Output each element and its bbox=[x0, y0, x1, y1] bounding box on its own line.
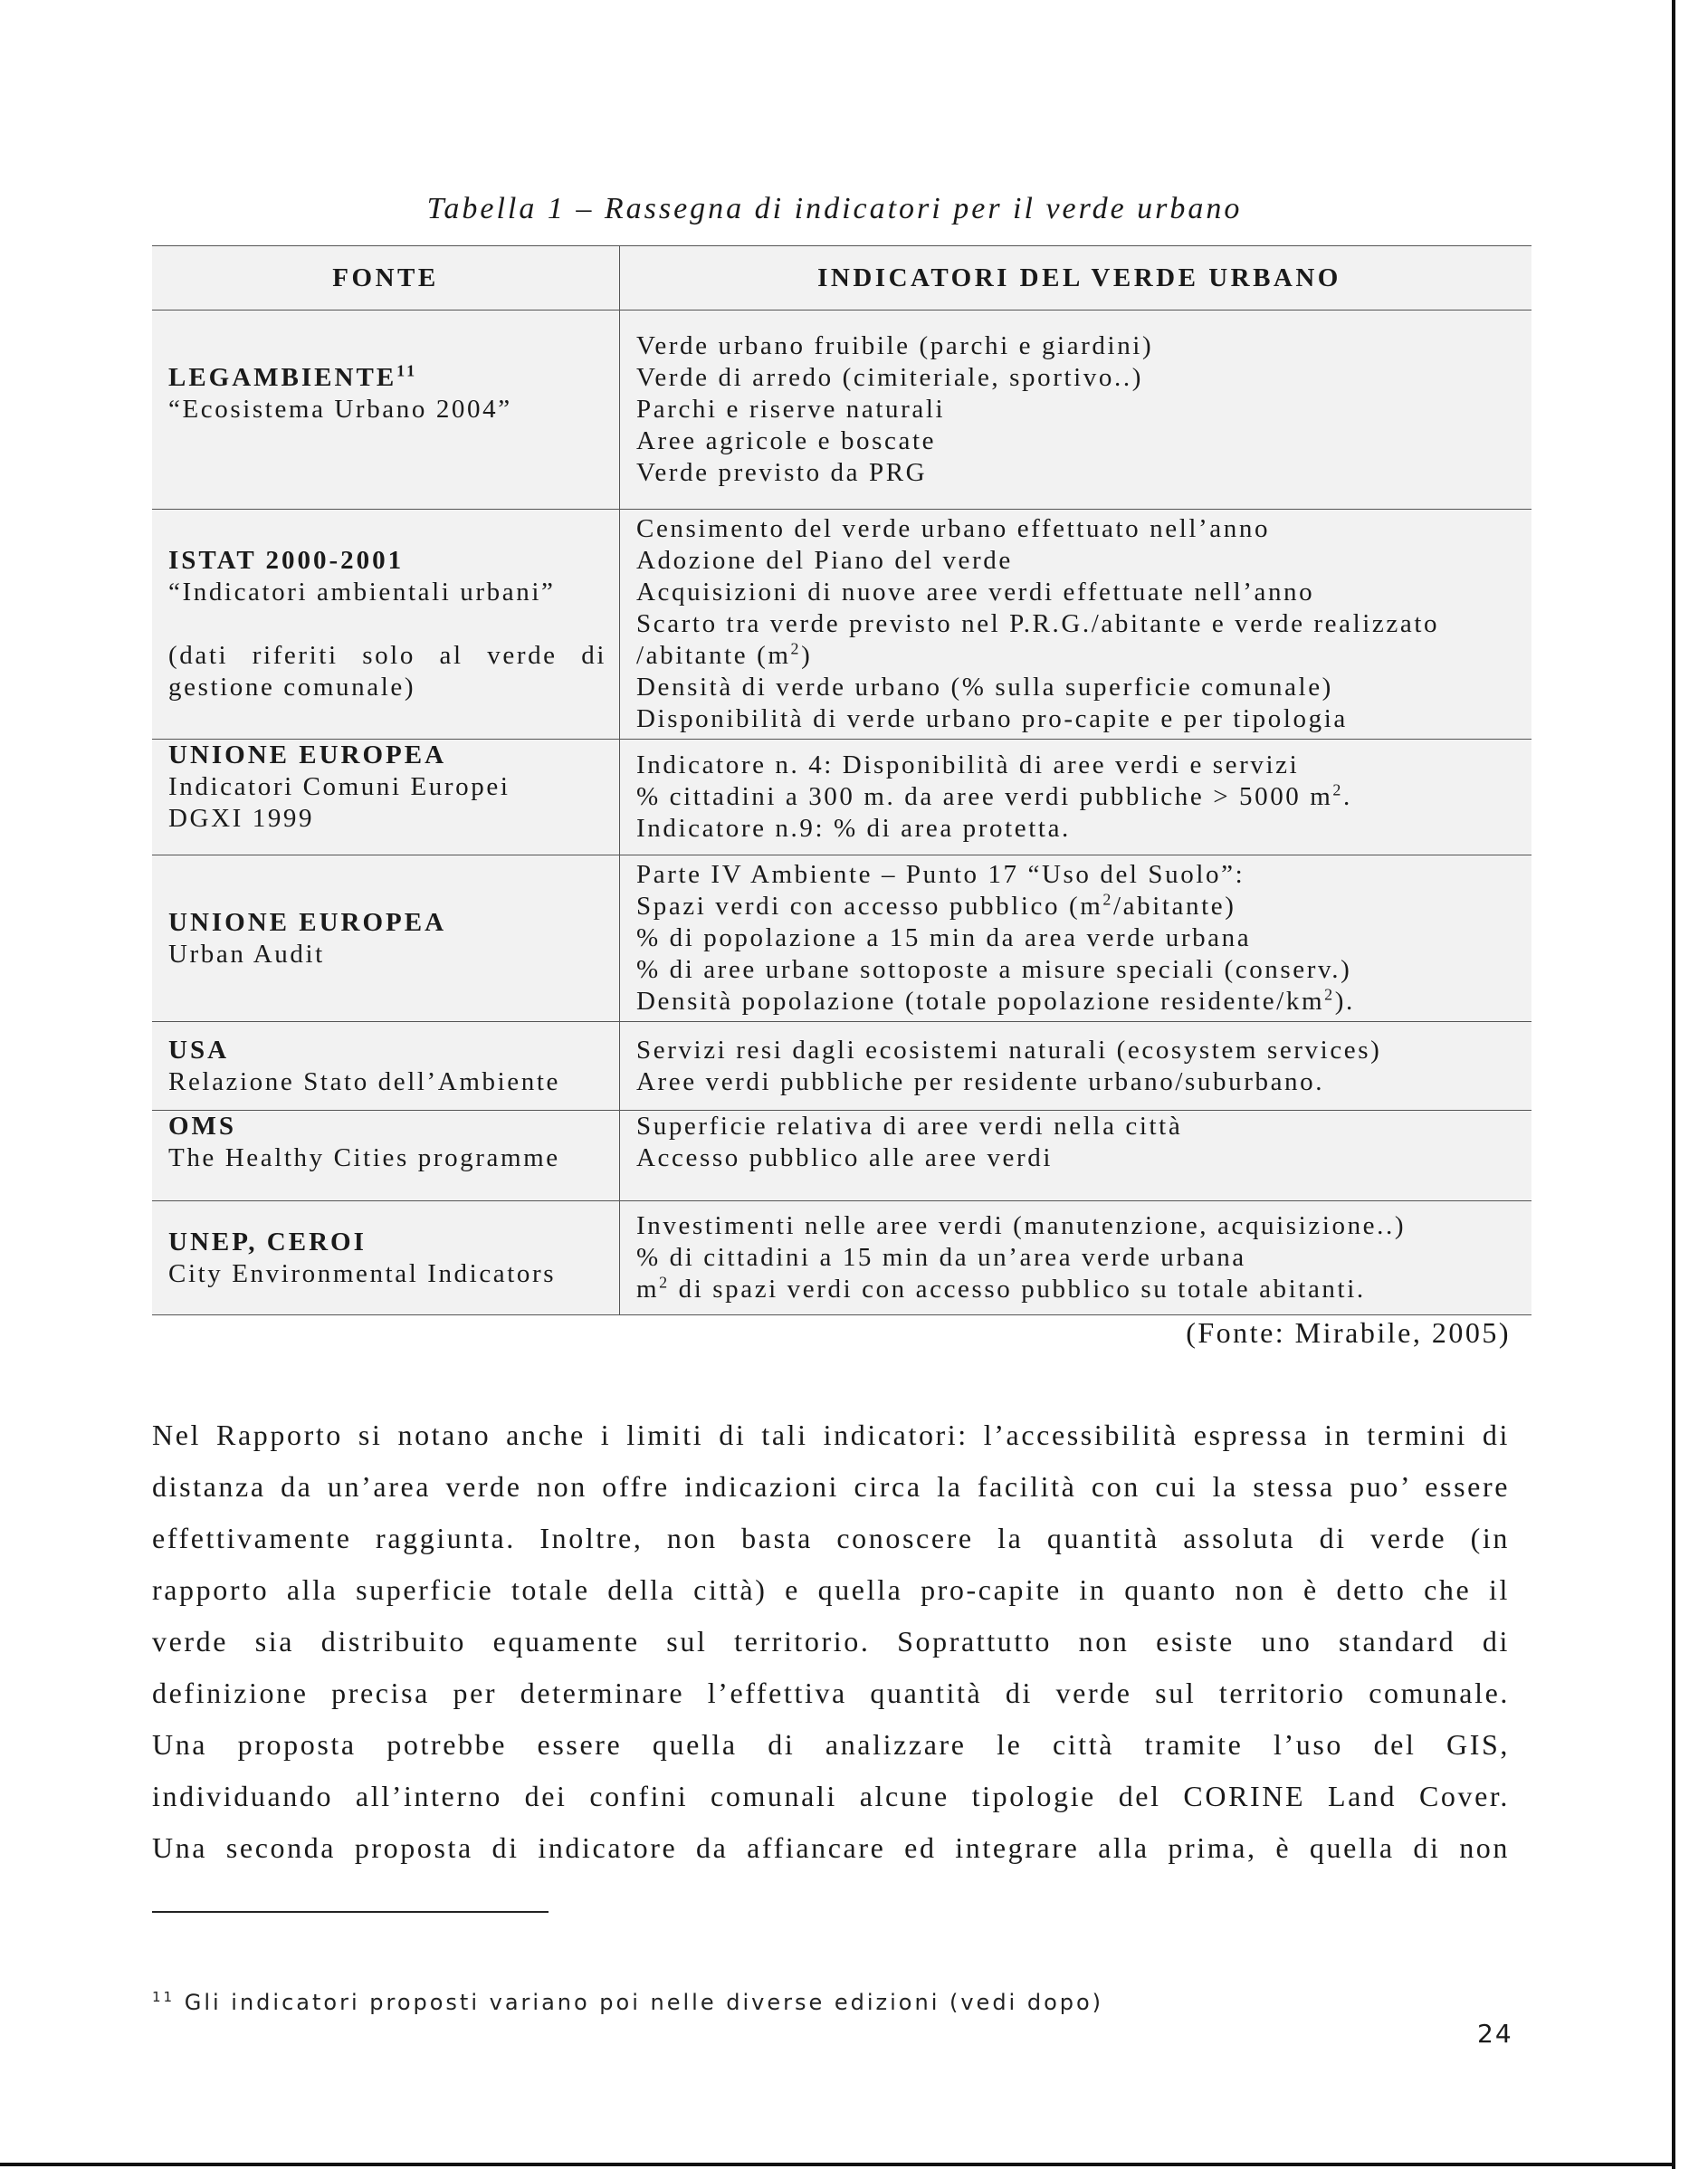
table-source-note: (Fonte: Mirabile, 2005) bbox=[1186, 1316, 1511, 1349]
paragraph-line: rapporto alla superficie totale della città) e quella pro-capite in quanto non è detto che il bbox=[152, 1573, 1510, 1606]
source-detail: “Indicatori ambientali urbani” bbox=[168, 578, 556, 607]
indicators-cell bbox=[620, 1022, 1532, 1111]
indicator-item: Verde previsto da PRG bbox=[636, 458, 928, 487]
source-name: LEGAMBIENTE$^{11}$ bbox=[168, 361, 418, 392]
indicators-cell bbox=[620, 740, 1532, 855]
indicator-item: Indicatore n. 4: Disponibilità di aree verdi e servizi bbox=[636, 750, 1300, 779]
indicator-item: Servizi resi dagli ecosistemi naturali (ecosystem services) bbox=[636, 1035, 1382, 1065]
footnote-ref: 11 bbox=[396, 361, 418, 380]
indicator-item: $m^2$ di spazi verdi con accesso pubblico su totale abitanti. bbox=[636, 1273, 1366, 1304]
indicator-item: Censimento del verde urbano effettuato nell’anno bbox=[636, 514, 1271, 543]
indicator-item: Acquisizioni di nuove aree verdi effettuate nell’anno bbox=[636, 578, 1315, 607]
indicator-item: Spazi verdi con accesso pubblico $(m^2/abitante)$ bbox=[636, 890, 1236, 921]
source-cell bbox=[152, 510, 620, 740]
source-detail: Urban Audit bbox=[168, 939, 325, 969]
table-caption: Tabella 1 – Rassegna di indicatori per il verde urbano bbox=[426, 192, 1243, 225]
indicator-item: % cittadini a 300 m. da aree verdi pubbliche > 5000 $m^2$. bbox=[636, 780, 1352, 811]
source-detail: “Ecosistema Urbano 2004” bbox=[168, 395, 512, 424]
table-row bbox=[152, 740, 1531, 855]
source-note: gestione comunale) bbox=[168, 673, 416, 702]
source-detail: Relazione Stato dell’Ambiente bbox=[168, 1066, 560, 1096]
source-name: OMS bbox=[168, 1112, 237, 1141]
indicator-item: /abitante $(m^2)$ bbox=[636, 639, 813, 670]
source-cell bbox=[152, 740, 620, 855]
source-cell bbox=[152, 311, 620, 510]
indicator-item: Superficie relativa di aree verdi nella città bbox=[636, 1112, 1183, 1141]
source-detail: The Healthy Cities programme bbox=[168, 1143, 560, 1172]
paragraph-line: effettivamente raggiunta. Inoltre, non basta conoscere la quantità assoluta di verde (in bbox=[152, 1522, 1510, 1554]
indicators-cell bbox=[620, 1111, 1532, 1201]
source-cell bbox=[152, 1022, 620, 1111]
indicator-item: Parchi e riserve naturali bbox=[636, 395, 946, 424]
paragraph-line: verde sia distribuito equamente sul territorio. Soprattutto non esiste uno standard di bbox=[152, 1625, 1510, 1658]
header-fonte: FONTE bbox=[152, 246, 620, 311]
page-number: 24 bbox=[1477, 2019, 1513, 2049]
indicator-item: Aree verdi pubbliche per residente urbano/suburbano. bbox=[636, 1066, 1325, 1096]
indicator-item: Densità popolazione (totale popolazione residente/$km^2$). bbox=[636, 985, 1355, 1016]
indicator-item: Adozione del Piano del verde bbox=[636, 546, 1013, 575]
indicator-item: Parte IV Ambiente – Punto 17 “Uso del Suolo”: bbox=[636, 860, 1245, 889]
indicators-cell bbox=[620, 510, 1532, 740]
indicator-item: Accesso pubblico alle aree verdi bbox=[636, 1143, 1054, 1172]
indicator-item: % di cittadini a 15 min da un’area verde urbana bbox=[636, 1243, 1246, 1272]
source-name: USA bbox=[168, 1035, 230, 1065]
paragraph-line: definizione precisa per determinare l’effettiva quantità di verde sul territorio comunale. bbox=[152, 1677, 1510, 1709]
footnote-number: 11 bbox=[152, 1989, 176, 2005]
source-cell bbox=[152, 1201, 620, 1315]
table-row bbox=[152, 311, 1531, 510]
table-row bbox=[152, 855, 1531, 1022]
source-name: ISTAT 2000-2001 bbox=[168, 546, 405, 575]
source-name: UNEP, CEROI bbox=[168, 1227, 367, 1256]
source-note: (dati riferiti solo al verde di bbox=[168, 641, 606, 670]
source-detail: Indicatori Comuni Europei bbox=[168, 772, 510, 801]
indicator-item: Disponibilità di verde urbano pro-capite e per tipologia bbox=[636, 704, 1348, 733]
footnote bbox=[152, 1990, 1103, 2015]
indicator-item: Verde urbano fruibile (parchi e giardini) bbox=[636, 331, 1154, 360]
source-detail: DGXI 1999 bbox=[168, 804, 315, 833]
source-name: UNIONE EUROPEA bbox=[168, 907, 447, 937]
indicators-cell bbox=[620, 311, 1532, 510]
page-border-bottom bbox=[0, 2163, 1675, 2166]
page-border-right bbox=[1672, 0, 1675, 2169]
indicators-cell bbox=[620, 1201, 1532, 1315]
table-row bbox=[152, 1022, 1531, 1111]
indicator-item: Aree agricole e boscate bbox=[636, 426, 937, 455]
paragraph-line: Una seconda proposta di indicatore da affiancare ed integrare alla prima, è quella di non bbox=[152, 1831, 1510, 1864]
indicator-item: Scarto tra verde previsto nel P.R.G./abitante e verde realizzato bbox=[636, 609, 1440, 638]
paragraph-line: individuando all’interno dei confini comunali alcune tipologie del CORINE Land Cover. bbox=[152, 1780, 1510, 1812]
indicators-cell bbox=[620, 855, 1532, 1022]
source-cell bbox=[152, 855, 620, 1022]
table-row bbox=[152, 510, 1531, 740]
indicator-item: % di aree urbane sottoposte a misure speciali (conserv.) bbox=[636, 955, 1352, 984]
source-detail: City Environmental Indicators bbox=[168, 1258, 557, 1288]
footnote-separator bbox=[152, 1911, 549, 1913]
table-header-row bbox=[152, 246, 1531, 311]
table-row bbox=[152, 1201, 1531, 1315]
indicators-table bbox=[152, 245, 1531, 1315]
indicator-item: Densità di verde urbano (% sulla superficie comunale) bbox=[636, 673, 1333, 702]
paragraph-line: Nel Rapporto si notano anche i limiti di tali indicatori: l’accessibilità espressa in termini di bbox=[152, 1419, 1510, 1451]
source-cell bbox=[152, 1111, 620, 1201]
body-paragraph bbox=[152, 1409, 1510, 1874]
table-row bbox=[152, 1111, 1531, 1201]
indicator-item: Investimenti nelle aree verdi (manutenzione, acquisizione..) bbox=[636, 1211, 1407, 1240]
footnote-text: Gli indicatori proposti variano poi nelle diverse edizioni (vedi dopo) bbox=[184, 1990, 1104, 2015]
paragraph-line: distanza da un’area verde non offre indicazioni circa la facilità con cui la stessa puo’ essere bbox=[152, 1470, 1510, 1503]
source-name: UNIONE EUROPEA bbox=[168, 741, 447, 769]
indicator-item: Indicatore n.9: % di area protetta. bbox=[636, 814, 1071, 843]
indicator-item: % di popolazione a 15 min da area verde urbana bbox=[636, 923, 1252, 952]
indicator-item: Verde di arredo (cimiteriale, sportivo..) bbox=[636, 363, 1143, 392]
header-indicatori: INDICATORI DEL VERDE URBANO bbox=[620, 246, 1532, 311]
paragraph-line: Una proposta potrebbe essere quella di analizzare le città tramite l’uso del GIS, bbox=[152, 1728, 1510, 1761]
